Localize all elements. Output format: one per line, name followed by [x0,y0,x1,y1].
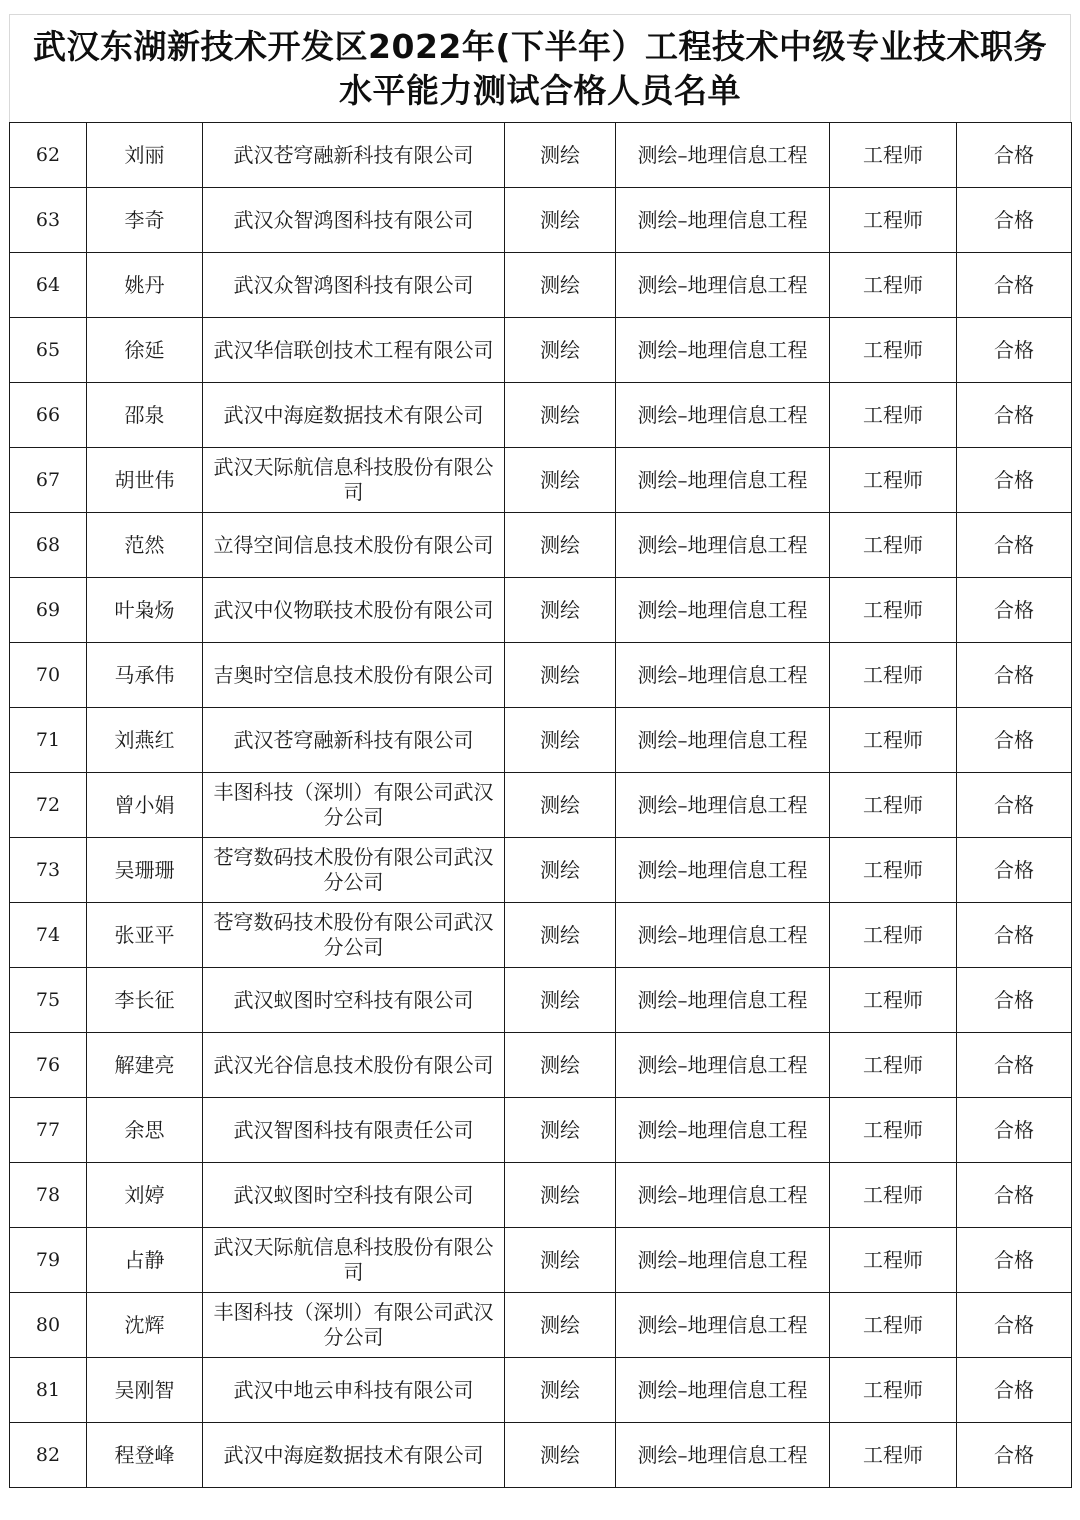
specialty-cell: 测绘–地理信息工程 [616,643,830,708]
person-name-cell: 刘婷 [87,1163,203,1228]
table-row [10,188,1072,253]
result-cell: 合格 [957,1163,1072,1228]
specialty-cell: 测绘–地理信息工程 [616,838,830,903]
major-cell: 测绘 [505,318,616,383]
row-number-cell: 62 [10,123,87,188]
specialty-cell: 测绘–地理信息工程 [616,318,830,383]
major-cell: 测绘 [505,968,616,1033]
row-number-cell: 73 [10,838,87,903]
table-row [10,578,1072,643]
table-row [10,708,1072,773]
job-title-cell: 工程师 [830,838,957,903]
qualified-personnel-table [9,122,1072,1488]
major-cell: 测绘 [505,578,616,643]
specialty-cell: 测绘–地理信息工程 [616,1228,830,1293]
major-cell: 测绘 [505,1098,616,1163]
major-cell: 测绘 [505,708,616,773]
result-cell: 合格 [957,968,1072,1033]
result-cell: 合格 [957,1423,1072,1488]
table-row [10,123,1072,188]
table-row [10,513,1072,578]
job-title-cell: 工程师 [830,188,957,253]
table-row [10,773,1072,838]
major-cell: 测绘 [505,253,616,318]
job-title-cell: 工程师 [830,1293,957,1358]
company-cell: 武汉苍穹融新科技有限公司 [203,123,505,188]
job-title-cell: 工程师 [830,708,957,773]
specialty-cell: 测绘–地理信息工程 [616,708,830,773]
result-cell: 合格 [957,643,1072,708]
job-title-cell: 工程师 [830,1228,957,1293]
job-title-cell: 工程师 [830,123,957,188]
person-name-cell: 沈辉 [87,1293,203,1358]
specialty-cell: 测绘–地理信息工程 [616,578,830,643]
company-cell: 武汉智图科技有限责任公司 [203,1098,505,1163]
row-number-cell: 77 [10,1098,87,1163]
row-number-cell: 80 [10,1293,87,1358]
row-number-cell: 65 [10,318,87,383]
job-title-cell: 工程师 [830,253,957,318]
specialty-cell: 测绘–地理信息工程 [616,123,830,188]
table-row [10,968,1072,1033]
company-cell: 武汉中仪物联技术股份有限公司 [203,578,505,643]
result-cell: 合格 [957,838,1072,903]
table-row [10,838,1072,903]
person-name-cell: 李奇 [87,188,203,253]
result-cell: 合格 [957,1293,1072,1358]
row-number-cell: 76 [10,1033,87,1098]
table-body [10,123,1072,1488]
person-name-cell: 邵泉 [87,383,203,448]
specialty-cell: 测绘–地理信息工程 [616,1098,830,1163]
person-name-cell: 胡世伟 [87,448,203,513]
job-title-cell: 工程师 [830,578,957,643]
major-cell: 测绘 [505,123,616,188]
result-cell: 合格 [957,253,1072,318]
specialty-cell: 测绘–地理信息工程 [616,1033,830,1098]
job-title-cell: 工程师 [830,1033,957,1098]
major-cell: 测绘 [505,1163,616,1228]
row-number-cell: 74 [10,903,87,968]
major-cell: 测绘 [505,513,616,578]
job-title-cell: 工程师 [830,383,957,448]
company-cell: 丰图科技（深圳）有限公司武汉分公司 [203,773,505,838]
specialty-cell: 测绘–地理信息工程 [616,903,830,968]
table-row [10,383,1072,448]
table-row [10,1163,1072,1228]
major-cell: 测绘 [505,903,616,968]
specialty-cell: 测绘–地理信息工程 [616,1163,830,1228]
job-title-cell: 工程师 [830,513,957,578]
table-row [10,1033,1072,1098]
person-name-cell: 叶枭炀 [87,578,203,643]
result-cell: 合格 [957,383,1072,448]
specialty-cell: 测绘–地理信息工程 [616,253,830,318]
specialty-cell: 测绘–地理信息工程 [616,1358,830,1423]
row-number-cell: 82 [10,1423,87,1488]
table-row [10,1228,1072,1293]
person-name-cell: 马承伟 [87,643,203,708]
job-title-cell: 工程师 [830,318,957,383]
major-cell: 测绘 [505,448,616,513]
company-cell: 武汉中海庭数据技术有限公司 [203,383,505,448]
specialty-cell: 测绘–地理信息工程 [616,773,830,838]
table-row [10,903,1072,968]
person-name-cell: 刘丽 [87,123,203,188]
person-name-cell: 姚丹 [87,253,203,318]
person-name-cell: 吴珊珊 [87,838,203,903]
specialty-cell: 测绘–地理信息工程 [616,188,830,253]
company-cell: 武汉天际航信息科技股份有限公司 [203,448,505,513]
person-name-cell: 徐延 [87,318,203,383]
job-title-cell: 工程师 [830,1163,957,1228]
company-cell: 苍穹数码技术股份有限公司武汉分公司 [203,838,505,903]
table-row [10,1358,1072,1423]
job-title-cell: 工程师 [830,903,957,968]
major-cell: 测绘 [505,1423,616,1488]
major-cell: 测绘 [505,383,616,448]
result-cell: 合格 [957,578,1072,643]
row-number-cell: 72 [10,773,87,838]
major-cell: 测绘 [505,643,616,708]
result-cell: 合格 [957,708,1072,773]
table-row [10,1293,1072,1358]
company-cell: 苍穹数码技术股份有限公司武汉分公司 [203,903,505,968]
table-row [10,253,1072,318]
specialty-cell: 测绘–地理信息工程 [616,513,830,578]
row-number-cell: 78 [10,1163,87,1228]
row-number-cell: 63 [10,188,87,253]
specialty-cell: 测绘–地理信息工程 [616,968,830,1033]
specialty-cell: 测绘–地理信息工程 [616,1423,830,1488]
person-name-cell: 解建亮 [87,1033,203,1098]
major-cell: 测绘 [505,1033,616,1098]
company-cell: 武汉天际航信息科技股份有限公司 [203,1228,505,1293]
person-name-cell: 吴刚智 [87,1358,203,1423]
row-number-cell: 69 [10,578,87,643]
major-cell: 测绘 [505,1358,616,1423]
company-cell: 吉奥时空信息技术股份有限公司 [203,643,505,708]
title-line-2: 水平能力测试合格人员名单 [339,70,741,110]
person-name-cell: 程登峰 [87,1423,203,1488]
row-number-cell: 75 [10,968,87,1033]
result-cell: 合格 [957,773,1072,838]
person-name-cell: 李长征 [87,968,203,1033]
row-number-cell: 64 [10,253,87,318]
job-title-cell: 工程师 [830,1098,957,1163]
person-name-cell: 余思 [87,1098,203,1163]
company-cell: 武汉蚁图时空科技有限公司 [203,1163,505,1228]
job-title-cell: 工程师 [830,1423,957,1488]
table-row [10,1098,1072,1163]
result-cell: 合格 [957,123,1072,188]
major-cell: 测绘 [505,838,616,903]
company-cell: 武汉蚁图时空科技有限公司 [203,968,505,1033]
row-number-cell: 79 [10,1228,87,1293]
result-cell: 合格 [957,1098,1072,1163]
company-cell: 武汉中地云申科技有限公司 [203,1358,505,1423]
title-line-1: 武汉东湖新技术开发区2022年(下半年）工程技术中级专业技术职务 [33,26,1047,66]
result-cell: 合格 [957,1033,1072,1098]
person-name-cell: 刘燕红 [87,708,203,773]
company-cell: 武汉众智鸿图科技有限公司 [203,253,505,318]
company-cell: 武汉华信联创技术工程有限公司 [203,318,505,383]
row-number-cell: 66 [10,383,87,448]
result-cell: 合格 [957,318,1072,383]
row-number-cell: 71 [10,708,87,773]
row-number-cell: 67 [10,448,87,513]
major-cell: 测绘 [505,773,616,838]
major-cell: 测绘 [505,1228,616,1293]
major-cell: 测绘 [505,188,616,253]
job-title-cell: 工程师 [830,968,957,1033]
row-number-cell: 81 [10,1358,87,1423]
table-row [10,318,1072,383]
company-cell: 丰图科技（深圳）有限公司武汉分公司 [203,1293,505,1358]
job-title-cell: 工程师 [830,1358,957,1423]
person-name-cell: 占静 [87,1228,203,1293]
result-cell: 合格 [957,513,1072,578]
person-name-cell: 曾小娟 [87,773,203,838]
table-row [10,448,1072,513]
person-name-cell: 张亚平 [87,903,203,968]
document-title [9,14,1071,122]
person-name-cell: 范然 [87,513,203,578]
specialty-cell: 测绘–地理信息工程 [616,383,830,448]
company-cell: 武汉中海庭数据技术有限公司 [203,1423,505,1488]
result-cell: 合格 [957,903,1072,968]
company-cell: 武汉众智鸿图科技有限公司 [203,188,505,253]
specialty-cell: 测绘–地理信息工程 [616,448,830,513]
job-title-cell: 工程师 [830,643,957,708]
company-cell: 武汉光谷信息技术股份有限公司 [203,1033,505,1098]
job-title-cell: 工程师 [830,448,957,513]
job-title-cell: 工程师 [830,773,957,838]
company-cell: 武汉苍穹融新科技有限公司 [203,708,505,773]
company-cell: 立得空间信息技术股份有限公司 [203,513,505,578]
table-row [10,1423,1072,1488]
row-number-cell: 68 [10,513,87,578]
major-cell: 测绘 [505,1293,616,1358]
result-cell: 合格 [957,1228,1072,1293]
specialty-cell: 测绘–地理信息工程 [616,1293,830,1358]
table-row [10,643,1072,708]
result-cell: 合格 [957,448,1072,513]
result-cell: 合格 [957,1358,1072,1423]
result-cell: 合格 [957,188,1072,253]
row-number-cell: 70 [10,643,87,708]
